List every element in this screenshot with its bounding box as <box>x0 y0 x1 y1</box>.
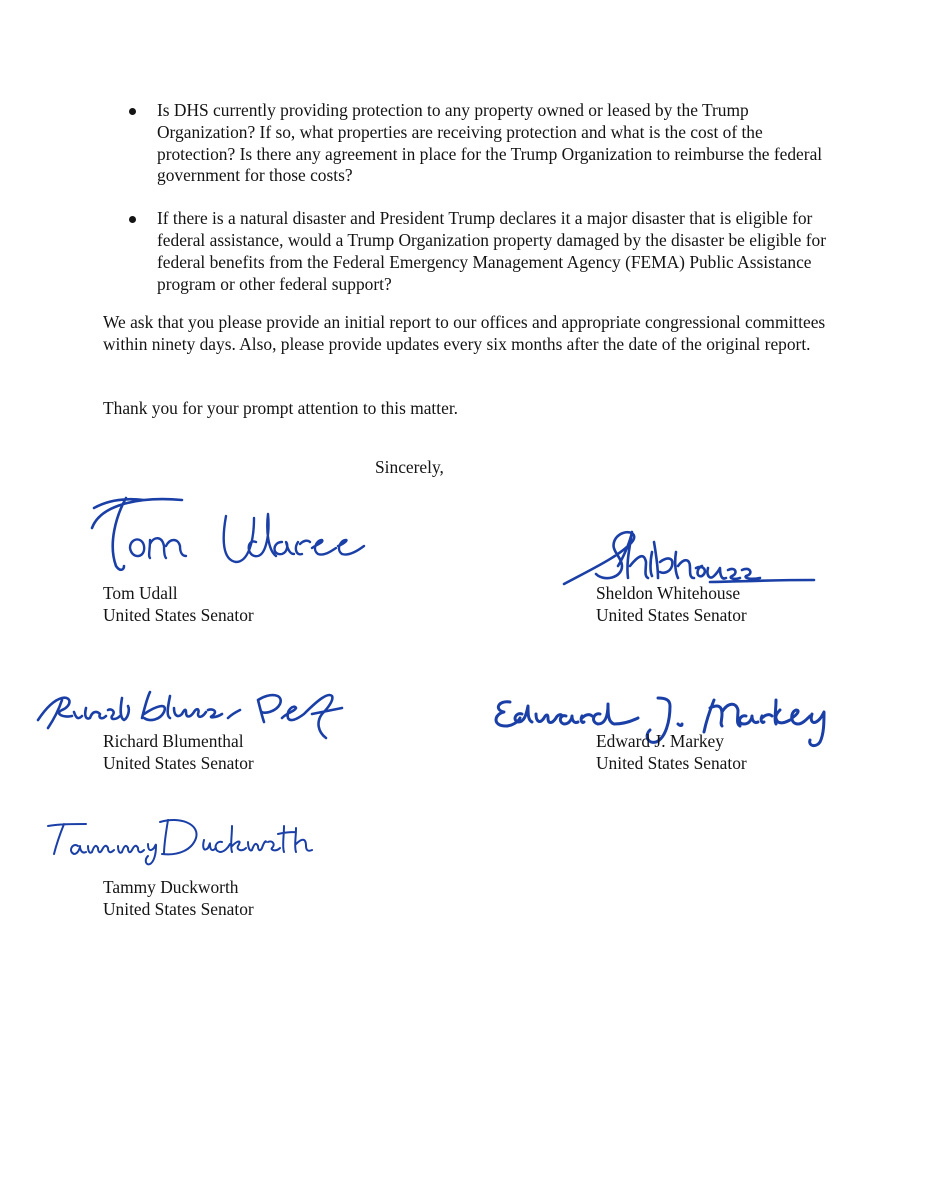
question-text: Is DHS currently providing protection to any property owned or leased by the Trump Organization? If so, what properties are receiving protection and what is the cost of the protection? Is there any agreement in place for the Trump Organization to reimburse the federal government for those costs? <box>157 100 823 186</box>
signer-title: United States Senator <box>103 899 254 919</box>
signer-block-blumenthal <box>32 678 352 776</box>
request-paragraph: We ask that you please provide an initial report to our offices and appropriate congressional committees within ninety days. Also, please provide updates every six months after the date of the original report. <box>103 312 826 354</box>
bullet-icon <box>129 108 136 115</box>
question-item <box>103 100 843 187</box>
signer-title: United States Senator <box>596 605 747 625</box>
signer-block-udall <box>86 486 406 626</box>
question-item <box>103 208 843 295</box>
question-list <box>103 100 843 316</box>
signer-name: Sheldon Whitehouse <box>596 583 741 603</box>
signer-title: United States Senator <box>103 753 254 773</box>
signer-name: Edward J. Markey <box>596 731 724 751</box>
signature-udall <box>86 486 376 578</box>
signer-name: Tom Udall <box>103 583 178 603</box>
signature-duckworth <box>40 812 320 872</box>
thanks-paragraph: Thank you for your prompt attention to this matter. <box>103 398 458 418</box>
signature-whitehouse <box>560 522 820 590</box>
signer-title: United States Senator <box>596 753 747 773</box>
signer-title: United States Senator <box>103 605 254 625</box>
signer-name: Richard Blumenthal <box>103 731 244 751</box>
signer-block-whitehouse <box>560 522 880 626</box>
signer-name: Tammy Duckworth <box>103 877 239 897</box>
signer-block-markey <box>490 686 810 776</box>
question-text: If there is a natural disaster and President Trump declares it a major disaster that is eligible for federal assistance, would a Trump Organization property damaged by the disaster be eligible for federal benefits from the Federal Emergency Management Agency (FEMA) Public Assistance program or other federal support? <box>157 208 827 294</box>
bullet-icon <box>129 216 136 223</box>
closing-salutation: Sincerely, <box>375 457 444 477</box>
signer-block-duckworth <box>40 812 360 920</box>
